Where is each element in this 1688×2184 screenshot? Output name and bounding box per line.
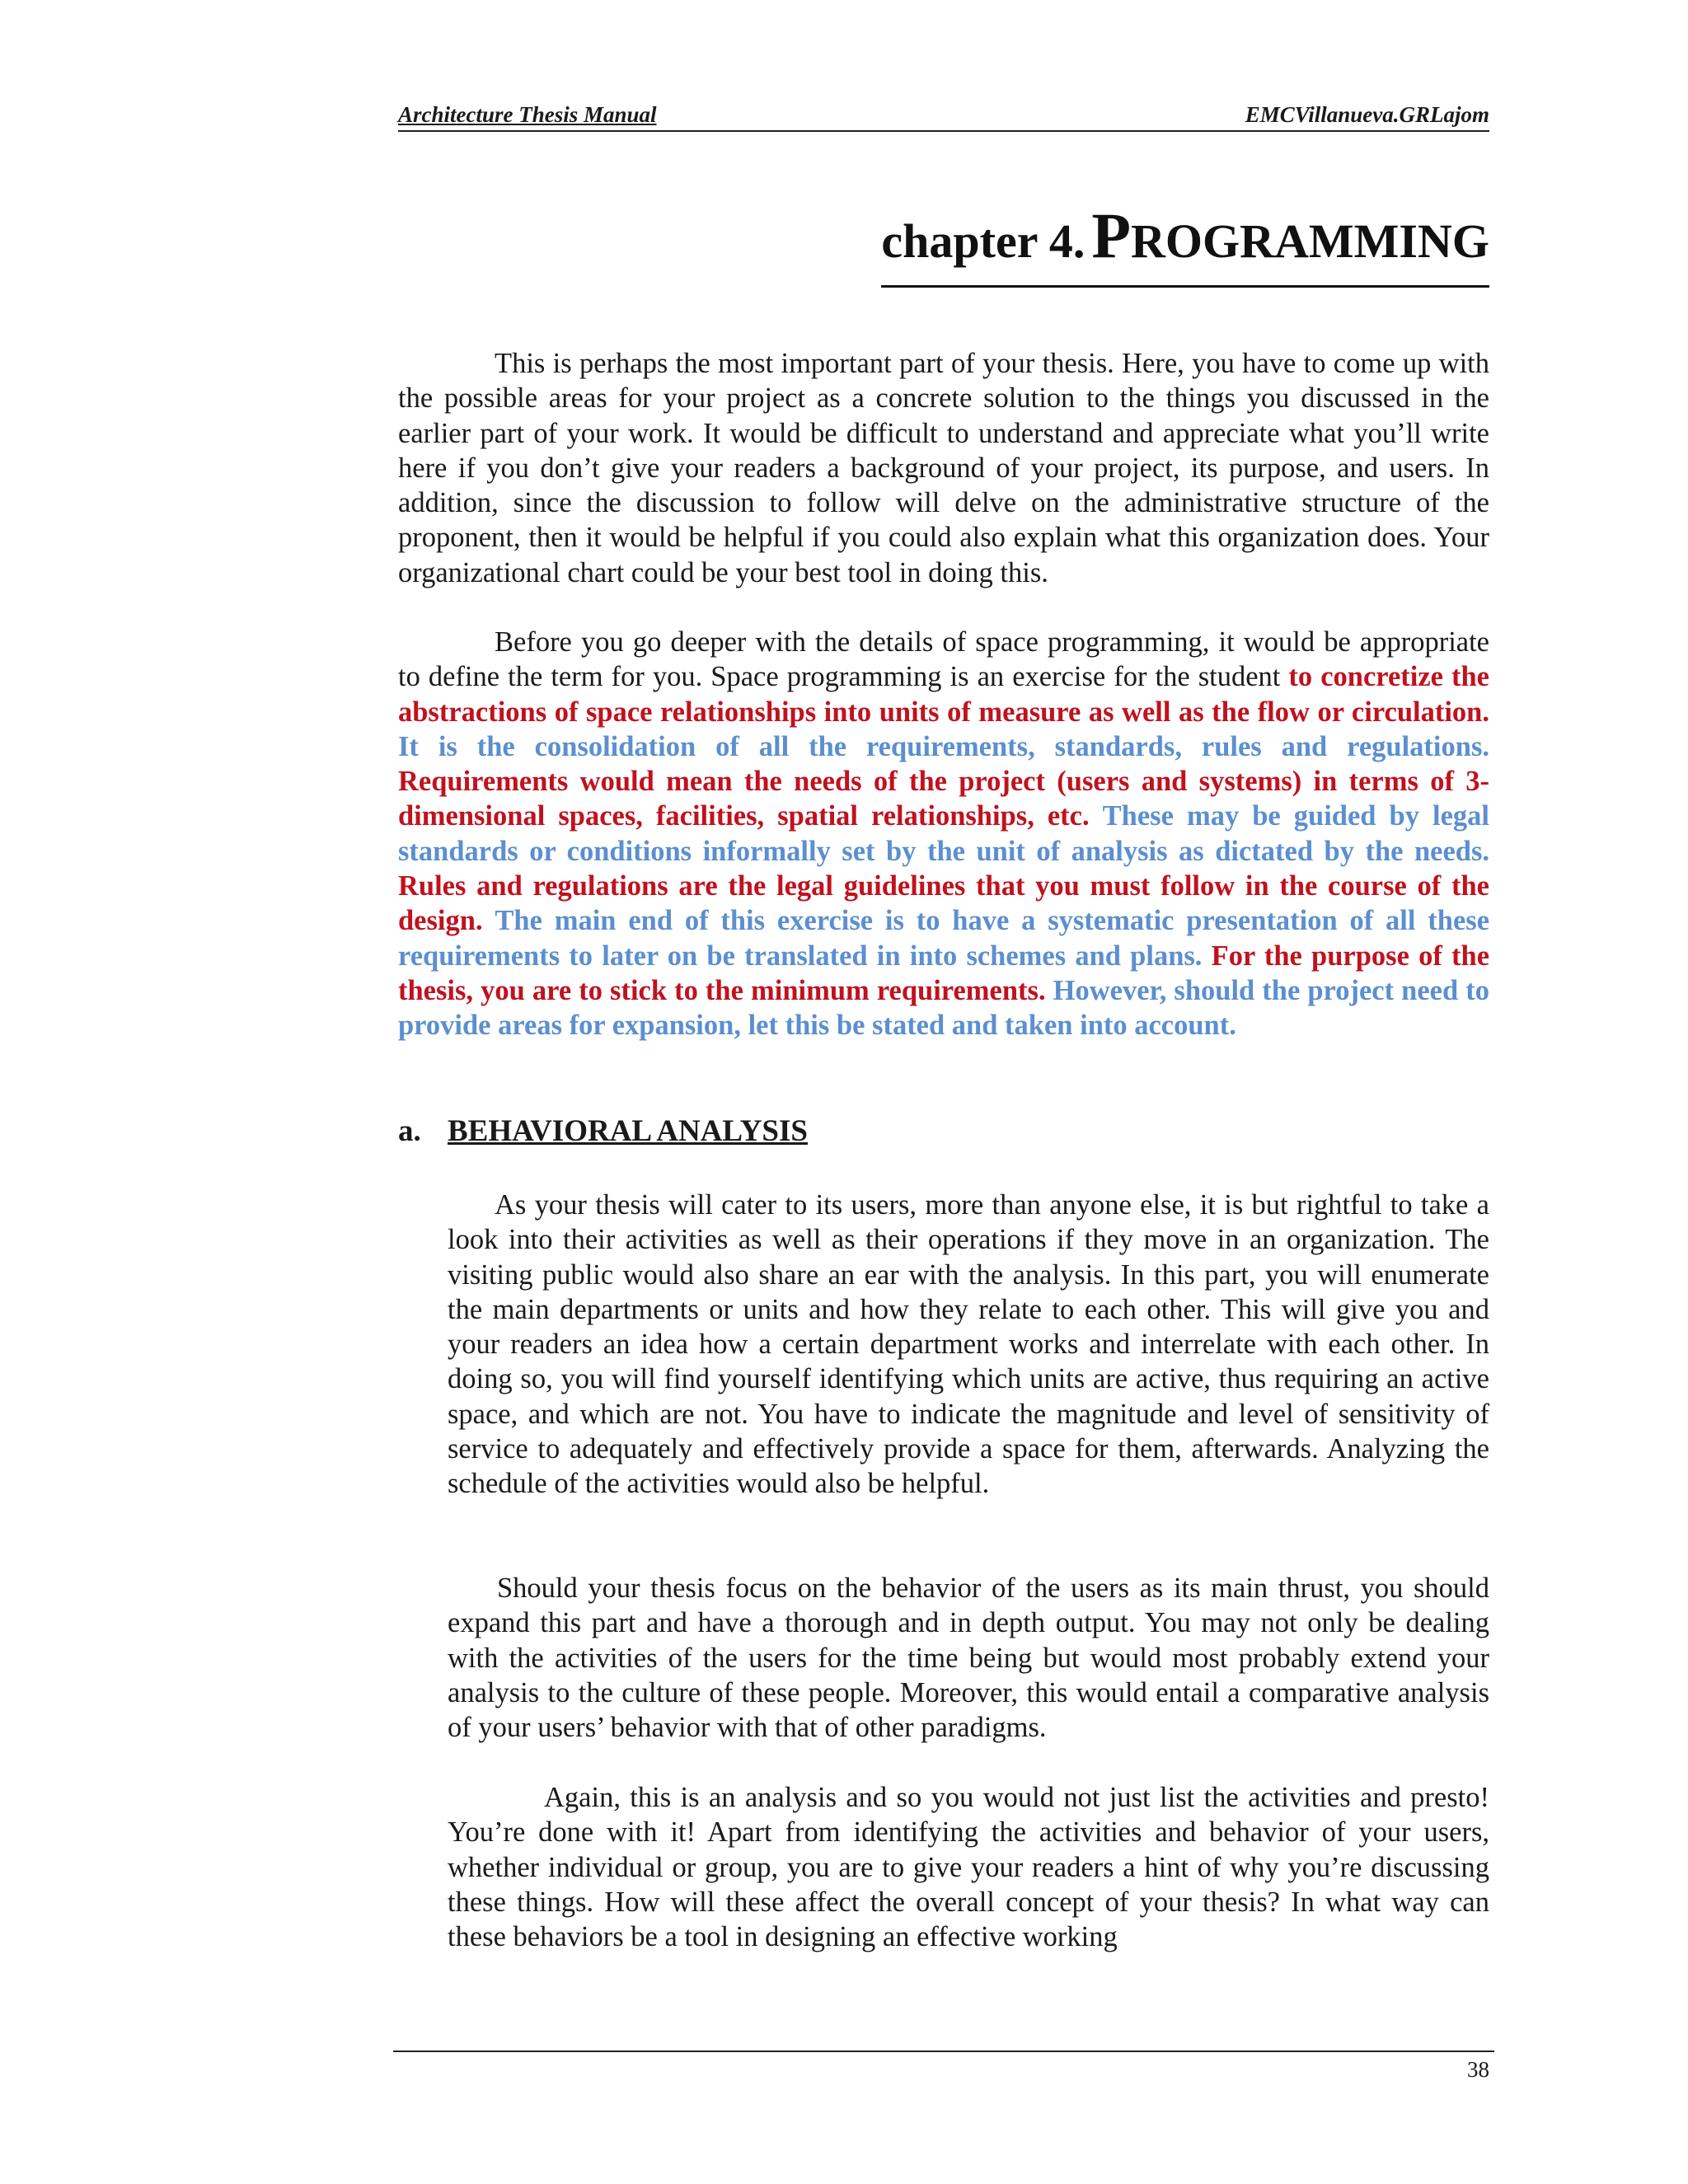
behavioral-paragraph-1: As your thesis will cater to its users, more than anyone else, it is but rightful to take a look into their activities as well as their operations if they move in an organization. The visiting public would also share an ear with the analysis. In this part, you will enumerate the main departments or units and how they relate to each other. This will give you and your readers an idea how a certain department works and interrelate with each other. In doing so, you will find yourself identifying which units are active, thus requiring an active space, and which are not. You have to indicate the magnitude and level of sensitivity of service to adequately and effectively provide a space for them, afterwards. Analyzing the schedule of the activities would also be helpful. [448, 1189, 1489, 1500]
section-number: a. [398, 1114, 421, 1148]
definition-sentence-plain: Before you go deeper with the details of space programming, it would be appropriate to define the term for you. Space programming is an exercise for the student [398, 626, 1489, 693]
requirements-emphasis-red: Requirements would mean the needs of the project (users and systems) in terms of 3-dimensional spaces, facilities, spatial relationships, etc. [398, 766, 1489, 832]
definition-emphasis-red: to concretize the abstractions of space relationships into units of measure as well as the flow or circulation. [398, 661, 1489, 728]
chapter-number: chapter 4. [881, 214, 1085, 268]
standards-emphasis-blue: These may be guided by legal standards or conditions informally set by the unit of analysis as dictated by the needs. [398, 800, 1489, 867]
chapter-title [881, 199, 1489, 288]
section-title: BEHAVIORAL ANALYSIS [448, 1114, 808, 1148]
behavioral-paragraph-3: Again, this is an analysis and so you would not just list the activities and presto! You’re done with it! Apart from identifying the activities and behavior of your users, whether individual or group, you are to give your readers a hint of why you’re discussing these things. How will these affect the overall concept of your thesis? In what way can these behaviors be a tool in designing an effective working [448, 1782, 1489, 1953]
intro-paragraph: This is perhaps the most important part of your thesis. Here, you have to come up with the possible areas for your project as a concrete solution to the things you discussed in the earlier part of your work. It would be difficult to understand and appreciate what you’ll write here if you don’t give your readers a background of your project, its purpose, and users. In addition, since the discussion to follow will delve on the administrative structure of the proponent, then it would be helpful if you could also explain what this organization does. Your organizational chart could be your best tool in doing this. [398, 348, 1489, 588]
expansion-emphasis-blue: However, should the project need to provide areas for expansion, let this be stated and taken into account. [398, 974, 1489, 1042]
section-heading [398, 1112, 808, 1151]
header-authors: EMCVillanueva.GRLajom [1245, 102, 1489, 127]
running-header [398, 101, 1489, 132]
footer-divider [393, 2050, 1494, 2052]
definition-paragraph [398, 625, 1489, 1043]
behavioral-paragraph-2: Should your thesis focus on the behavior of the users as its main thrust, you should expand this part and have a thorough and in depth output. You may not only be dealing with the activities of the users for the time being but would most probably extend your analysis to the culture of these people. Moreover, this would entail a comparative analysis of your users’ behavior with that of other paradigms. [448, 1572, 1489, 1744]
rules-emphasis-red: Rules and regulations are the legal guidelines that you must follow in the course of the design. [398, 870, 1489, 937]
definition-emphasis-blue: It is the consolidation of all the requirements, standards, rules and regulations. [398, 730, 1489, 762]
page-number: 38 [1467, 2057, 1489, 2082]
header-manual-title: Architecture Thesis Manual [398, 102, 657, 127]
minimum-emphasis-red: For the purpose of the thesis, you are to stick to the minimum requirements. [398, 940, 1490, 1006]
chapter-title-initial: P [1091, 199, 1132, 271]
purpose-emphasis-blue: The main end of this exercise is to have a systematic presentation of all these requirements to later on be translated in into schemes and plans. [398, 905, 1490, 972]
chapter-title-rest: ROGRAMMING [1131, 214, 1489, 268]
